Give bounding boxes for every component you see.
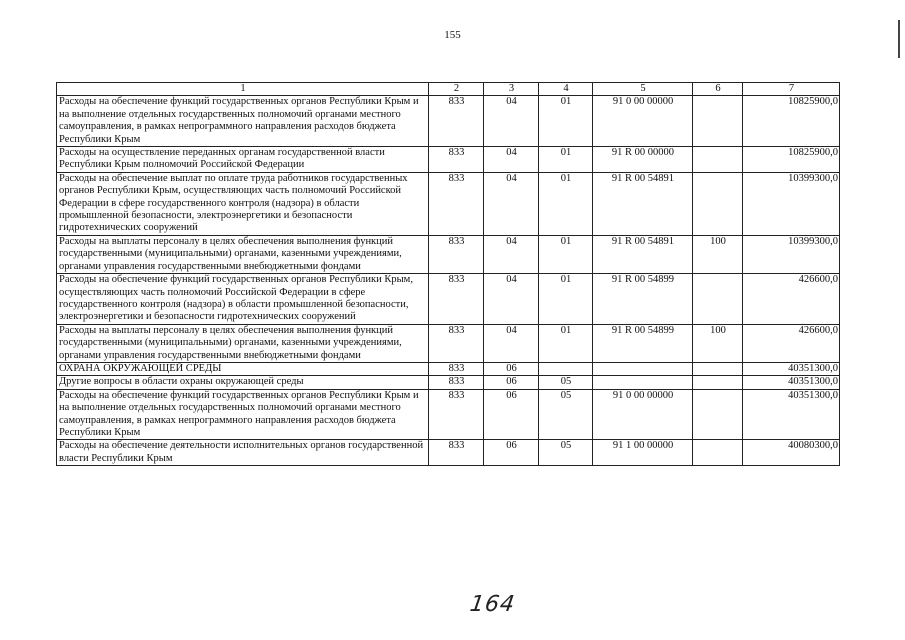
row-admin-code: 833 <box>429 172 484 235</box>
row-subsection: 05 <box>539 376 593 389</box>
col-header: 2 <box>429 83 484 96</box>
row-admin-code: 833 <box>429 389 484 440</box>
row-amount: 40351300,0 <box>743 376 840 389</box>
table-row <box>57 440 840 466</box>
table-row <box>57 235 840 273</box>
row-subsection: 01 <box>539 235 593 273</box>
row-admin-code: 833 <box>429 362 484 375</box>
row-amount: 40351300,0 <box>743 362 840 375</box>
row-name: Расходы на обеспечение функций государственных органов Республики Крым и на выполнение отдельных государственных полномочий органами местного самоуправления, в рамках непрограммного направления расходов бюджета Республики Крым <box>57 96 429 147</box>
row-target-article: 91 R 00 54899 <box>593 324 693 362</box>
row-expense-type <box>693 440 743 466</box>
row-amount: 426600,0 <box>743 274 840 325</box>
row-expense-type <box>693 96 743 147</box>
row-amount: 40080300,0 <box>743 440 840 466</box>
row-subsection: 01 <box>539 147 593 173</box>
table-row <box>57 376 840 389</box>
row-section: 06 <box>484 389 539 440</box>
row-subsection: 05 <box>539 440 593 466</box>
row-section: 06 <box>484 440 539 466</box>
row-target-article: 91 R 00 54891 <box>593 235 693 273</box>
row-target-article: 91 1 00 00000 <box>593 440 693 466</box>
row-subsection <box>539 362 593 375</box>
row-target-article <box>593 376 693 389</box>
table-row <box>57 96 840 147</box>
row-name: Расходы на выплаты персоналу в целях обеспечения выполнения функций государственными (муниципальными) органами, казенными учреждениями, органами управления государственными внебюджетными фондами <box>57 324 429 362</box>
row-admin-code: 833 <box>429 96 484 147</box>
row-name: Расходы на осуществление переданных органам государственной власти Республики Крым полномочий Российской Федерации <box>57 147 429 173</box>
row-name: ОХРАНА ОКРУЖАЮЩЕЙ СРЕДЫ <box>57 362 429 375</box>
row-target-article: 91 0 00 00000 <box>593 389 693 440</box>
row-amount: 10399300,0 <box>743 172 840 235</box>
col-header: 6 <box>693 83 743 96</box>
table-row <box>57 274 840 325</box>
page-number: 155 <box>444 29 461 41</box>
row-admin-code: 833 <box>429 376 484 389</box>
row-expense-type <box>693 172 743 235</box>
row-subsection: 01 <box>539 324 593 362</box>
row-section: 04 <box>484 235 539 273</box>
scan-edge-line <box>898 20 900 58</box>
row-admin-code: 833 <box>429 235 484 273</box>
row-section: 04 <box>484 324 539 362</box>
row-expense-type <box>693 376 743 389</box>
row-expense-type <box>693 389 743 440</box>
row-expense-type: 100 <box>693 235 743 273</box>
row-name: Другие вопросы в области охраны окружающей среды <box>57 376 429 389</box>
row-name: Расходы на обеспечение функций государственных органов Республики Крым, осуществляющих часть полномочий Российской Федерации в сфере государственного контроля (надзора) в области промышленной безопасности, электроэнергетики и безопасности гидротехнических сооружений <box>57 274 429 325</box>
col-header: 3 <box>484 83 539 96</box>
row-subsection: 01 <box>539 96 593 147</box>
row-expense-type: 100 <box>693 324 743 362</box>
header-row <box>57 83 840 96</box>
row-subsection: 05 <box>539 389 593 440</box>
table-row <box>57 362 840 375</box>
handwritten-page-number: 164 <box>468 592 517 617</box>
row-name: Расходы на обеспечение деятельности исполнительных органов государственной власти Республики Крым <box>57 440 429 466</box>
row-amount: 10399300,0 <box>743 235 840 273</box>
col-header: 7 <box>743 83 840 96</box>
row-section: 06 <box>484 362 539 375</box>
row-admin-code: 833 <box>429 440 484 466</box>
row-expense-type <box>693 274 743 325</box>
row-amount: 10825900,0 <box>743 96 840 147</box>
row-amount: 40351300,0 <box>743 389 840 440</box>
row-amount: 426600,0 <box>743 324 840 362</box>
row-section: 06 <box>484 376 539 389</box>
row-subsection: 01 <box>539 172 593 235</box>
row-section: 04 <box>484 172 539 235</box>
row-target-article: 91 R 00 54891 <box>593 172 693 235</box>
table-row <box>57 389 840 440</box>
row-target-article: 91 R 00 00000 <box>593 147 693 173</box>
row-section: 04 <box>484 96 539 147</box>
col-header: 5 <box>593 83 693 96</box>
table-row <box>57 147 840 173</box>
row-admin-code: 833 <box>429 324 484 362</box>
row-name: Расходы на обеспечение выплат по оплате труда работников государственных органов Республики Крым, осуществляющих часть полномочий Российской Федерации в сфере государственного контроля (надзора) в области промышленной безопасности, электроэнергетики и безопасности гидротехнических сооружений <box>57 172 429 235</box>
table-row <box>57 324 840 362</box>
row-subsection: 01 <box>539 274 593 325</box>
row-section: 04 <box>484 274 539 325</box>
col-header: 4 <box>539 83 593 96</box>
budget-table <box>56 82 840 466</box>
row-name: Расходы на обеспечение функций государственных органов Республики Крым и на выполнение отдельных государственных полномочий органами местного самоуправления, в рамках непрограммного направления расходов бюджета Республики Крым <box>57 389 429 440</box>
row-amount: 10825900,0 <box>743 147 840 173</box>
row-expense-type <box>693 147 743 173</box>
col-header: 1 <box>57 83 429 96</box>
table-row <box>57 172 840 235</box>
row-admin-code: 833 <box>429 147 484 173</box>
row-target-article <box>593 362 693 375</box>
row-section: 04 <box>484 147 539 173</box>
row-name: Расходы на выплаты персоналу в целях обеспечения выполнения функций государственными (муниципальными) органами, казенными учреждениями, органами управления государственными внебюджетными фондами <box>57 235 429 273</box>
row-admin-code: 833 <box>429 274 484 325</box>
row-expense-type <box>693 362 743 375</box>
row-target-article: 91 0 00 00000 <box>593 96 693 147</box>
row-target-article: 91 R 00 54899 <box>593 274 693 325</box>
